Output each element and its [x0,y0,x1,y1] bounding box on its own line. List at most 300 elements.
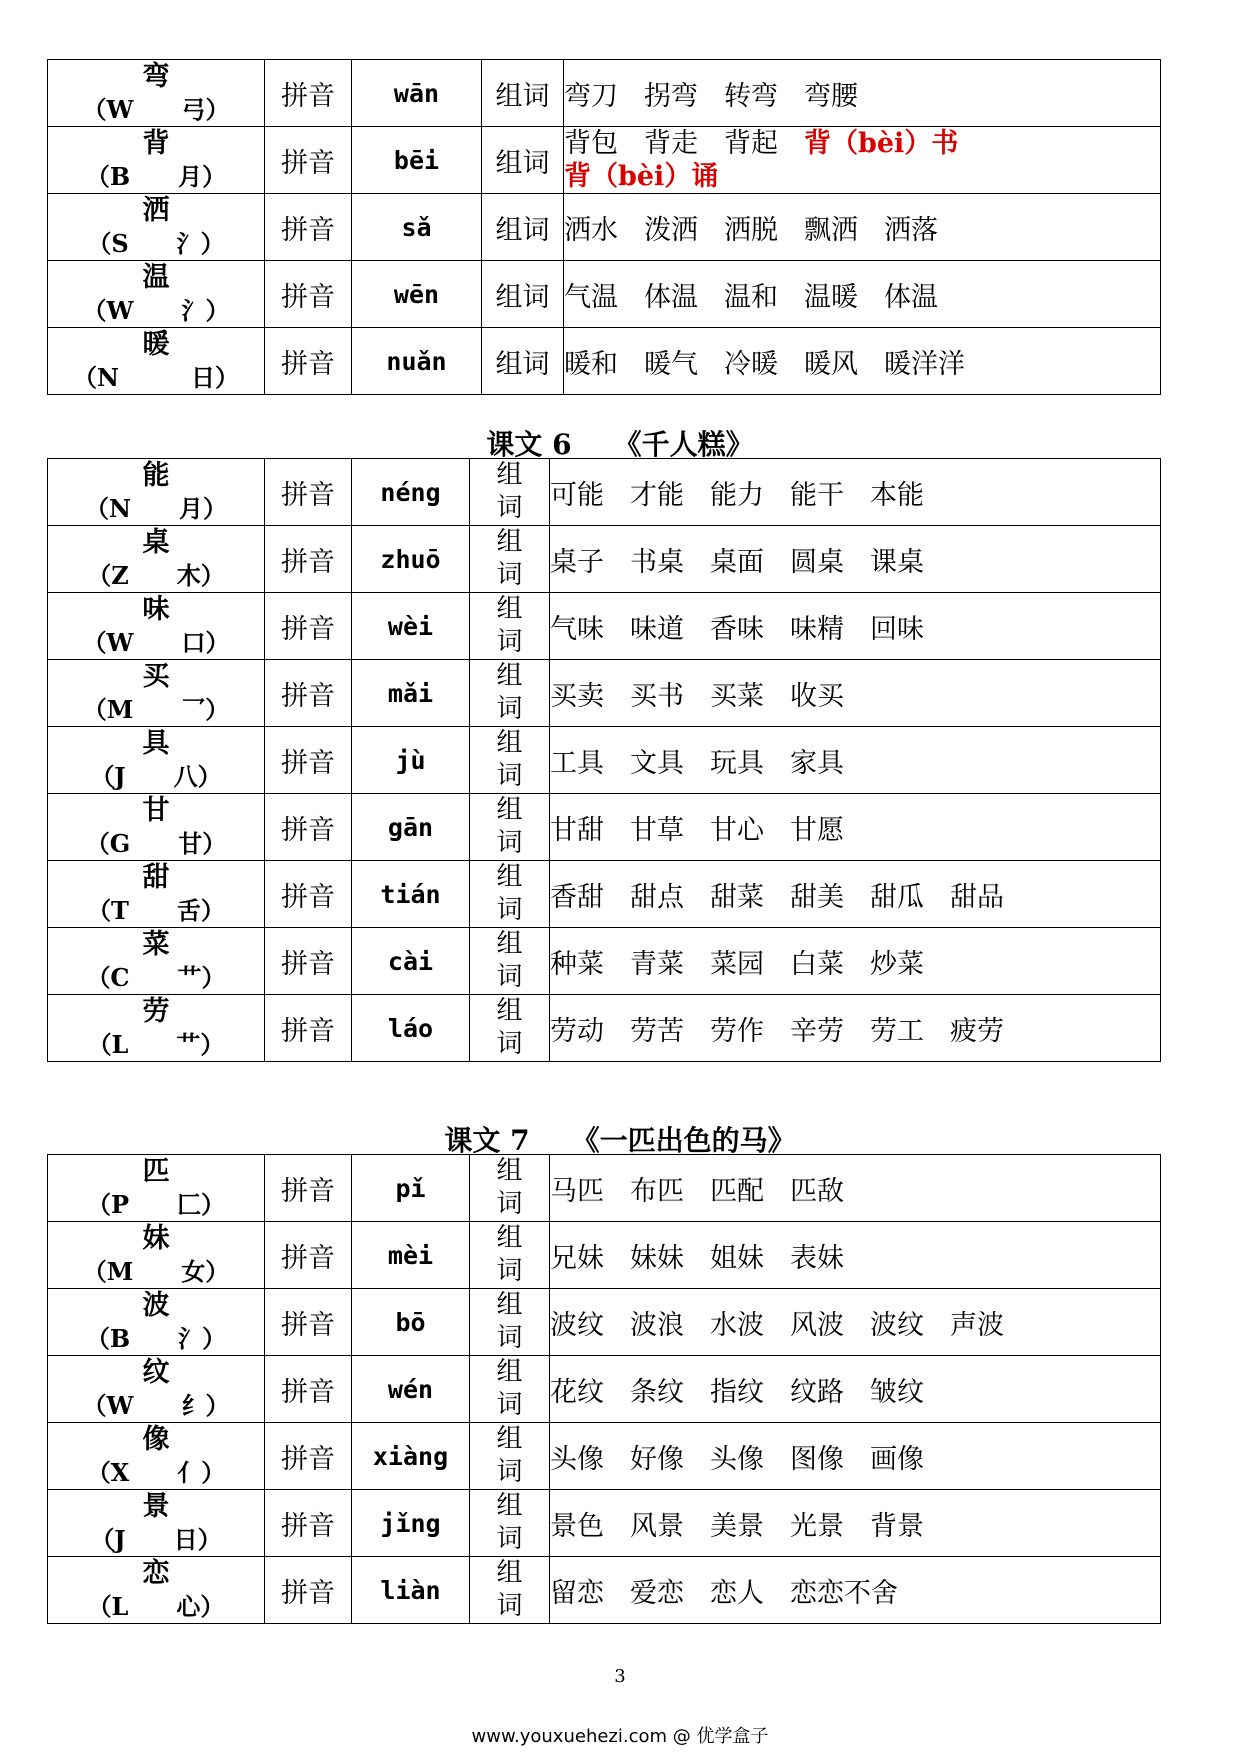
word-group-label-top: 组 [496,1156,523,1186]
initial-radical-hint: （G 甘） [85,829,227,858]
word-list [550,459,1161,526]
word: 可能 [550,479,604,511]
pinyin-label: 拼音 [265,995,352,1062]
word-group-label-bottom: 词 [496,493,523,523]
word: 波纹 [870,1309,924,1341]
pinyin-label: 拼音 [265,127,352,194]
word-list [550,593,1161,660]
word: 劳作 [710,1015,764,1047]
table-row [48,660,1161,727]
pinyin-label: 拼音 [265,194,352,261]
word: 甘草 [630,814,684,846]
word-group-label: 组词 [482,261,564,328]
word-list [550,660,1161,727]
word-group-label [470,928,550,995]
initial-radical-hint: （B 氵） [85,1324,227,1353]
word-list [550,1222,1161,1289]
table-row [48,459,1161,526]
word: 课桌 [870,546,924,578]
word: 气味 [550,613,604,645]
word: 疲劳 [950,1015,1004,1047]
word-group-label-bottom: 词 [496,560,523,590]
pinyin-value: zhuō [352,526,470,593]
hanzi-character: 匹 [142,1156,170,1187]
word: 书桌 [630,546,684,578]
hanzi-character: 买 [142,661,170,692]
word-group-label-bottom: 词 [496,1390,523,1420]
word: 景色 [550,1510,604,1542]
word-list [550,1356,1161,1423]
initial-radical-hint: （Z 木） [87,561,225,590]
word: 桌面 [710,546,764,578]
hanzi-character: 波 [142,1290,170,1321]
word: 收买 [790,680,844,712]
table-row [48,861,1161,928]
pinyin-label: 拼音 [265,1490,352,1557]
pinyin-label: 拼音 [265,593,352,660]
word-group-label-top: 组 [496,460,523,490]
char-cell [48,1289,265,1356]
word: 劳苦 [630,1015,684,1047]
word: 甜美 [790,881,844,913]
hanzi-character: 劳 [142,996,170,1027]
word: 恋恋不舍 [790,1577,898,1609]
pinyin-value: gān [352,794,470,861]
hanzi-character: 弯 [142,61,170,92]
word: 甜品 [950,881,1004,913]
highlighted-word: 背（bèi）书 [804,128,959,159]
word-group-label-bottom: 词 [496,895,523,925]
table-row [48,328,1161,395]
page-number: 3 [614,1666,626,1687]
word: 回味 [870,613,924,645]
initial-radical-hint: （J 八） [90,762,222,791]
word-group-label-top: 组 [496,1424,523,1454]
word: 条纹 [630,1376,684,1408]
pinyin-value: néng [352,459,470,526]
word-list [550,1155,1161,1222]
pinyin-value: mǎi [352,660,470,727]
table-row [48,526,1161,593]
table-row [48,1222,1161,1289]
word-group-label-bottom: 词 [496,1457,523,1487]
table-2-body [48,459,1161,1062]
char-cell [48,459,265,526]
pinyin-value: xiàng [352,1423,470,1490]
word-list [550,1289,1161,1356]
word: 指纹 [710,1376,764,1408]
hanzi-character: 暖 [142,329,170,360]
pinyin-value: mèi [352,1222,470,1289]
char-cell [48,1222,265,1289]
word: 皱纹 [870,1376,924,1408]
table-row [48,60,1161,127]
word: 布匹 [630,1175,684,1207]
word: 花纹 [550,1376,604,1408]
char-cell [48,1155,265,1222]
word-group-label-top: 组 [496,996,523,1026]
word-group-label [470,794,550,861]
word: 马匹 [550,1175,604,1207]
word: 风波 [790,1309,844,1341]
word-group-label-top: 组 [496,1223,523,1253]
pinyin-label: 拼音 [265,794,352,861]
word-list [550,928,1161,995]
word-group-label-bottom: 词 [496,828,523,858]
word: 甜瓜 [870,881,924,913]
word-group-label [470,727,550,794]
word-list [564,328,1161,395]
pinyin-label: 拼音 [265,328,352,395]
word: 水波 [710,1309,764,1341]
initial-radical-hint: （M 女） [82,1257,230,1286]
word-group-label [470,1557,550,1624]
word: 留恋 [550,1577,604,1609]
word: 体温 [884,281,938,313]
word: 体温 [644,281,698,313]
word-group-label [470,459,550,526]
word: 气温 [564,281,618,313]
word: 纹路 [790,1376,844,1408]
word: 暖风 [804,348,858,380]
word: 光景 [790,1510,844,1542]
pinyin-label: 拼音 [265,727,352,794]
lesson-6-title: 课文 6 《千人糕》 [486,428,754,461]
word-group-label [470,1423,550,1490]
word-list [550,526,1161,593]
vocab-table-2 [47,458,1161,1062]
word-group-label: 组词 [482,127,564,194]
word: 美景 [710,1510,764,1542]
table-row [48,1557,1161,1624]
hanzi-character: 甜 [142,862,170,893]
word-group-label [470,1289,550,1356]
initial-radical-hint: （X 亻） [86,1458,226,1487]
footer-watermark: www.youxuehezi.com @ 优学盒子 [471,1726,769,1747]
pinyin-value: sǎ [352,194,482,261]
table-row [48,727,1161,794]
word-list [564,127,1161,194]
word: 能干 [790,479,844,511]
char-cell [48,1423,265,1490]
pinyin-label: 拼音 [265,1222,352,1289]
word: 弯刀 [564,80,618,112]
char-cell [48,1356,265,1423]
word: 买书 [630,680,684,712]
word: 转弯 [724,80,778,112]
pinyin-label: 拼音 [265,459,352,526]
initial-radical-hint: （L 艹） [87,1030,225,1059]
word-group-label-bottom: 词 [496,1524,523,1554]
word-list [550,995,1161,1062]
word: 家具 [790,747,844,779]
word: 洒水 [564,214,618,246]
word: 甘心 [710,814,764,846]
word: 冷暖 [724,348,778,380]
word-list [550,1490,1161,1557]
word-group-label-bottom: 词 [496,761,523,791]
word-group-label-top: 组 [496,1290,523,1320]
word: 洒落 [884,214,938,246]
word-group-label-bottom: 词 [496,694,523,724]
word: 能力 [710,479,764,511]
pinyin-value: wèi [352,593,470,660]
word-list [564,60,1161,127]
char-cell [48,261,265,328]
word: 甜点 [630,881,684,913]
word-group-label-bottom: 词 [496,1029,523,1059]
pinyin-value: wēn [352,261,482,328]
char-cell [48,995,265,1062]
pinyin-label: 拼音 [265,1155,352,1222]
hanzi-character: 纹 [142,1357,170,1388]
word: 背起 [724,128,778,159]
word: 头像 [710,1443,764,1475]
char-cell [48,1490,265,1557]
word: 好像 [630,1443,684,1475]
word-group-label-top: 组 [496,661,523,691]
lesson-7-title: 课文 7 《一匹出色的马》 [444,1124,796,1157]
char-cell [48,60,265,127]
word: 买卖 [550,680,604,712]
hanzi-character: 像 [142,1424,170,1455]
initial-radical-hint: （N 月） [85,494,227,523]
char-cell [48,727,265,794]
word: 飘洒 [804,214,858,246]
word: 背景 [870,1510,924,1542]
table-row [48,794,1161,861]
word: 暖洋洋 [884,348,965,380]
char-cell [48,127,265,194]
word-group-label [470,1490,550,1557]
word-group-label-top: 组 [496,527,523,557]
word: 本能 [870,479,924,511]
word: 炒菜 [870,948,924,980]
word-list [550,794,1161,861]
pinyin-label: 拼音 [265,660,352,727]
table-row [48,928,1161,995]
word-group-label-top: 组 [496,1357,523,1387]
word: 泼洒 [644,214,698,246]
word-group-label-top: 组 [496,862,523,892]
word-list [550,861,1161,928]
word-list [564,261,1161,328]
word: 波纹 [550,1309,604,1341]
hanzi-character: 能 [142,460,170,491]
word: 甜菜 [710,881,764,913]
char-cell [48,194,265,261]
pinyin-value: tián [352,861,470,928]
word-group-label [470,660,550,727]
char-cell [48,526,265,593]
pinyin-value: jù [352,727,470,794]
word-group-label [470,1155,550,1222]
initial-radical-hint: （W 口） [82,628,230,657]
word-list [550,1557,1161,1624]
table-row [48,127,1161,194]
pinyin-value: bō [352,1289,470,1356]
word: 温和 [724,281,778,313]
word-group-label-bottom: 词 [496,962,523,992]
initial-radical-hint: （C 艹） [86,963,226,992]
table-row [48,995,1161,1062]
pinyin-label: 拼音 [265,60,352,127]
word: 白菜 [790,948,844,980]
char-cell [48,928,265,995]
word: 弯腰 [804,80,858,112]
word: 风景 [630,1510,684,1542]
pinyin-label: 拼音 [265,526,352,593]
word-group-label-bottom: 词 [496,1591,523,1621]
word-group-label-top: 组 [496,1558,523,1588]
pinyin-label: 拼音 [265,261,352,328]
word-group-label [470,1222,550,1289]
word-group-label: 组词 [482,194,564,261]
word: 爱恋 [630,1577,684,1609]
table-row [48,1490,1161,1557]
word: 工具 [550,747,604,779]
word: 姐妹 [710,1242,764,1274]
word: 味道 [630,613,684,645]
hanzi-character: 味 [142,594,170,625]
word: 暖气 [644,348,698,380]
pinyin-label: 拼音 [265,1289,352,1356]
table-row [48,1356,1161,1423]
table-3-body [48,1155,1161,1624]
pinyin-value: jǐng [352,1490,470,1557]
initial-radical-hint: （B 月） [85,162,227,191]
pinyin-label: 拼音 [265,1423,352,1490]
word-group-label-bottom: 词 [496,627,523,657]
pinyin-value: nuǎn [352,328,482,395]
word: 种菜 [550,948,604,980]
word: 辛劳 [790,1015,844,1047]
initial-radical-hint: （W 纟） [82,1391,230,1420]
word: 青菜 [630,948,684,980]
char-cell [48,861,265,928]
word: 洒脱 [724,214,778,246]
word: 甘愿 [790,814,844,846]
word-group-label-top: 组 [496,1491,523,1521]
initial-radical-hint: （T 舌） [87,896,225,925]
table-row [48,593,1161,660]
vocab-table-3 [47,1154,1161,1624]
word-group-label-top: 组 [496,795,523,825]
initial-radical-hint: （J 日） [90,1525,222,1554]
word-list [550,727,1161,794]
char-cell [48,593,265,660]
word-group-label-top: 组 [496,728,523,758]
word: 文具 [630,747,684,779]
hanzi-character: 景 [142,1491,170,1522]
word: 头像 [550,1443,604,1475]
hanzi-character: 具 [142,728,170,759]
pinyin-value: liàn [352,1557,470,1624]
hanzi-character: 菜 [142,929,170,960]
word: 背走 [644,128,698,159]
hanzi-character: 温 [142,262,170,293]
word-group-label [470,995,550,1062]
table-row [48,194,1161,261]
word-group-label-top: 组 [496,594,523,624]
hanzi-character: 洒 [142,195,170,226]
pinyin-value: pǐ [352,1155,470,1222]
word: 暖和 [564,348,618,380]
word-group-label [470,593,550,660]
word: 兄妹 [550,1242,604,1274]
initial-radical-hint: （N 日） [73,363,239,392]
word: 圆桌 [790,546,844,578]
word-group-label [470,526,550,593]
word: 妹妹 [630,1242,684,1274]
pinyin-label: 拼音 [265,928,352,995]
char-cell [48,660,265,727]
word-list [550,1423,1161,1490]
hanzi-character: 妹 [142,1223,170,1254]
pinyin-value: wān [352,60,482,127]
word-group-label-bottom: 词 [496,1256,523,1286]
word-group-label: 组词 [482,328,564,395]
initial-radical-hint: （W 弓） [82,95,230,124]
pinyin-value: cài [352,928,470,995]
hanzi-character: 甘 [142,795,170,826]
table-row [48,1423,1161,1490]
char-cell [48,794,265,861]
table-row [48,1289,1161,1356]
word: 劳工 [870,1015,924,1047]
word: 画像 [870,1443,924,1475]
char-cell [48,328,265,395]
highlighted-word: 背（bèi）诵 [564,161,719,192]
word: 图像 [790,1443,844,1475]
word: 味精 [790,613,844,645]
word: 拐弯 [644,80,698,112]
word-group-label: 组词 [482,60,564,127]
word: 恋人 [710,1577,764,1609]
pinyin-label: 拼音 [265,861,352,928]
word: 买菜 [710,680,764,712]
hanzi-character: 背 [142,128,170,159]
char-cell [48,1557,265,1624]
word: 匹敌 [790,1175,844,1207]
hanzi-character: 桌 [142,527,170,558]
word: 表妹 [790,1242,844,1274]
word: 声波 [950,1309,1004,1341]
initial-radical-hint: （W 氵） [82,296,230,325]
word-list [564,194,1161,261]
word-group-label-bottom: 词 [496,1323,523,1353]
word-group-label-bottom: 词 [496,1189,523,1219]
table-1-body [48,60,1161,395]
hanzi-character: 恋 [142,1558,170,1589]
word-group-label [470,861,550,928]
word: 桌子 [550,546,604,578]
word: 才能 [630,479,684,511]
word-group-label-top: 组 [496,929,523,959]
word: 香味 [710,613,764,645]
word: 甘甜 [550,814,604,846]
word: 背包 [564,128,618,159]
table-row [48,1155,1161,1222]
word: 菜园 [710,948,764,980]
pinyin-label: 拼音 [265,1356,352,1423]
word: 劳动 [550,1015,604,1047]
word: 波浪 [630,1309,684,1341]
initial-radical-hint: （M 乛） [82,695,230,724]
word: 匹配 [710,1175,764,1207]
word: 玩具 [710,747,764,779]
pinyin-value: láo [352,995,470,1062]
